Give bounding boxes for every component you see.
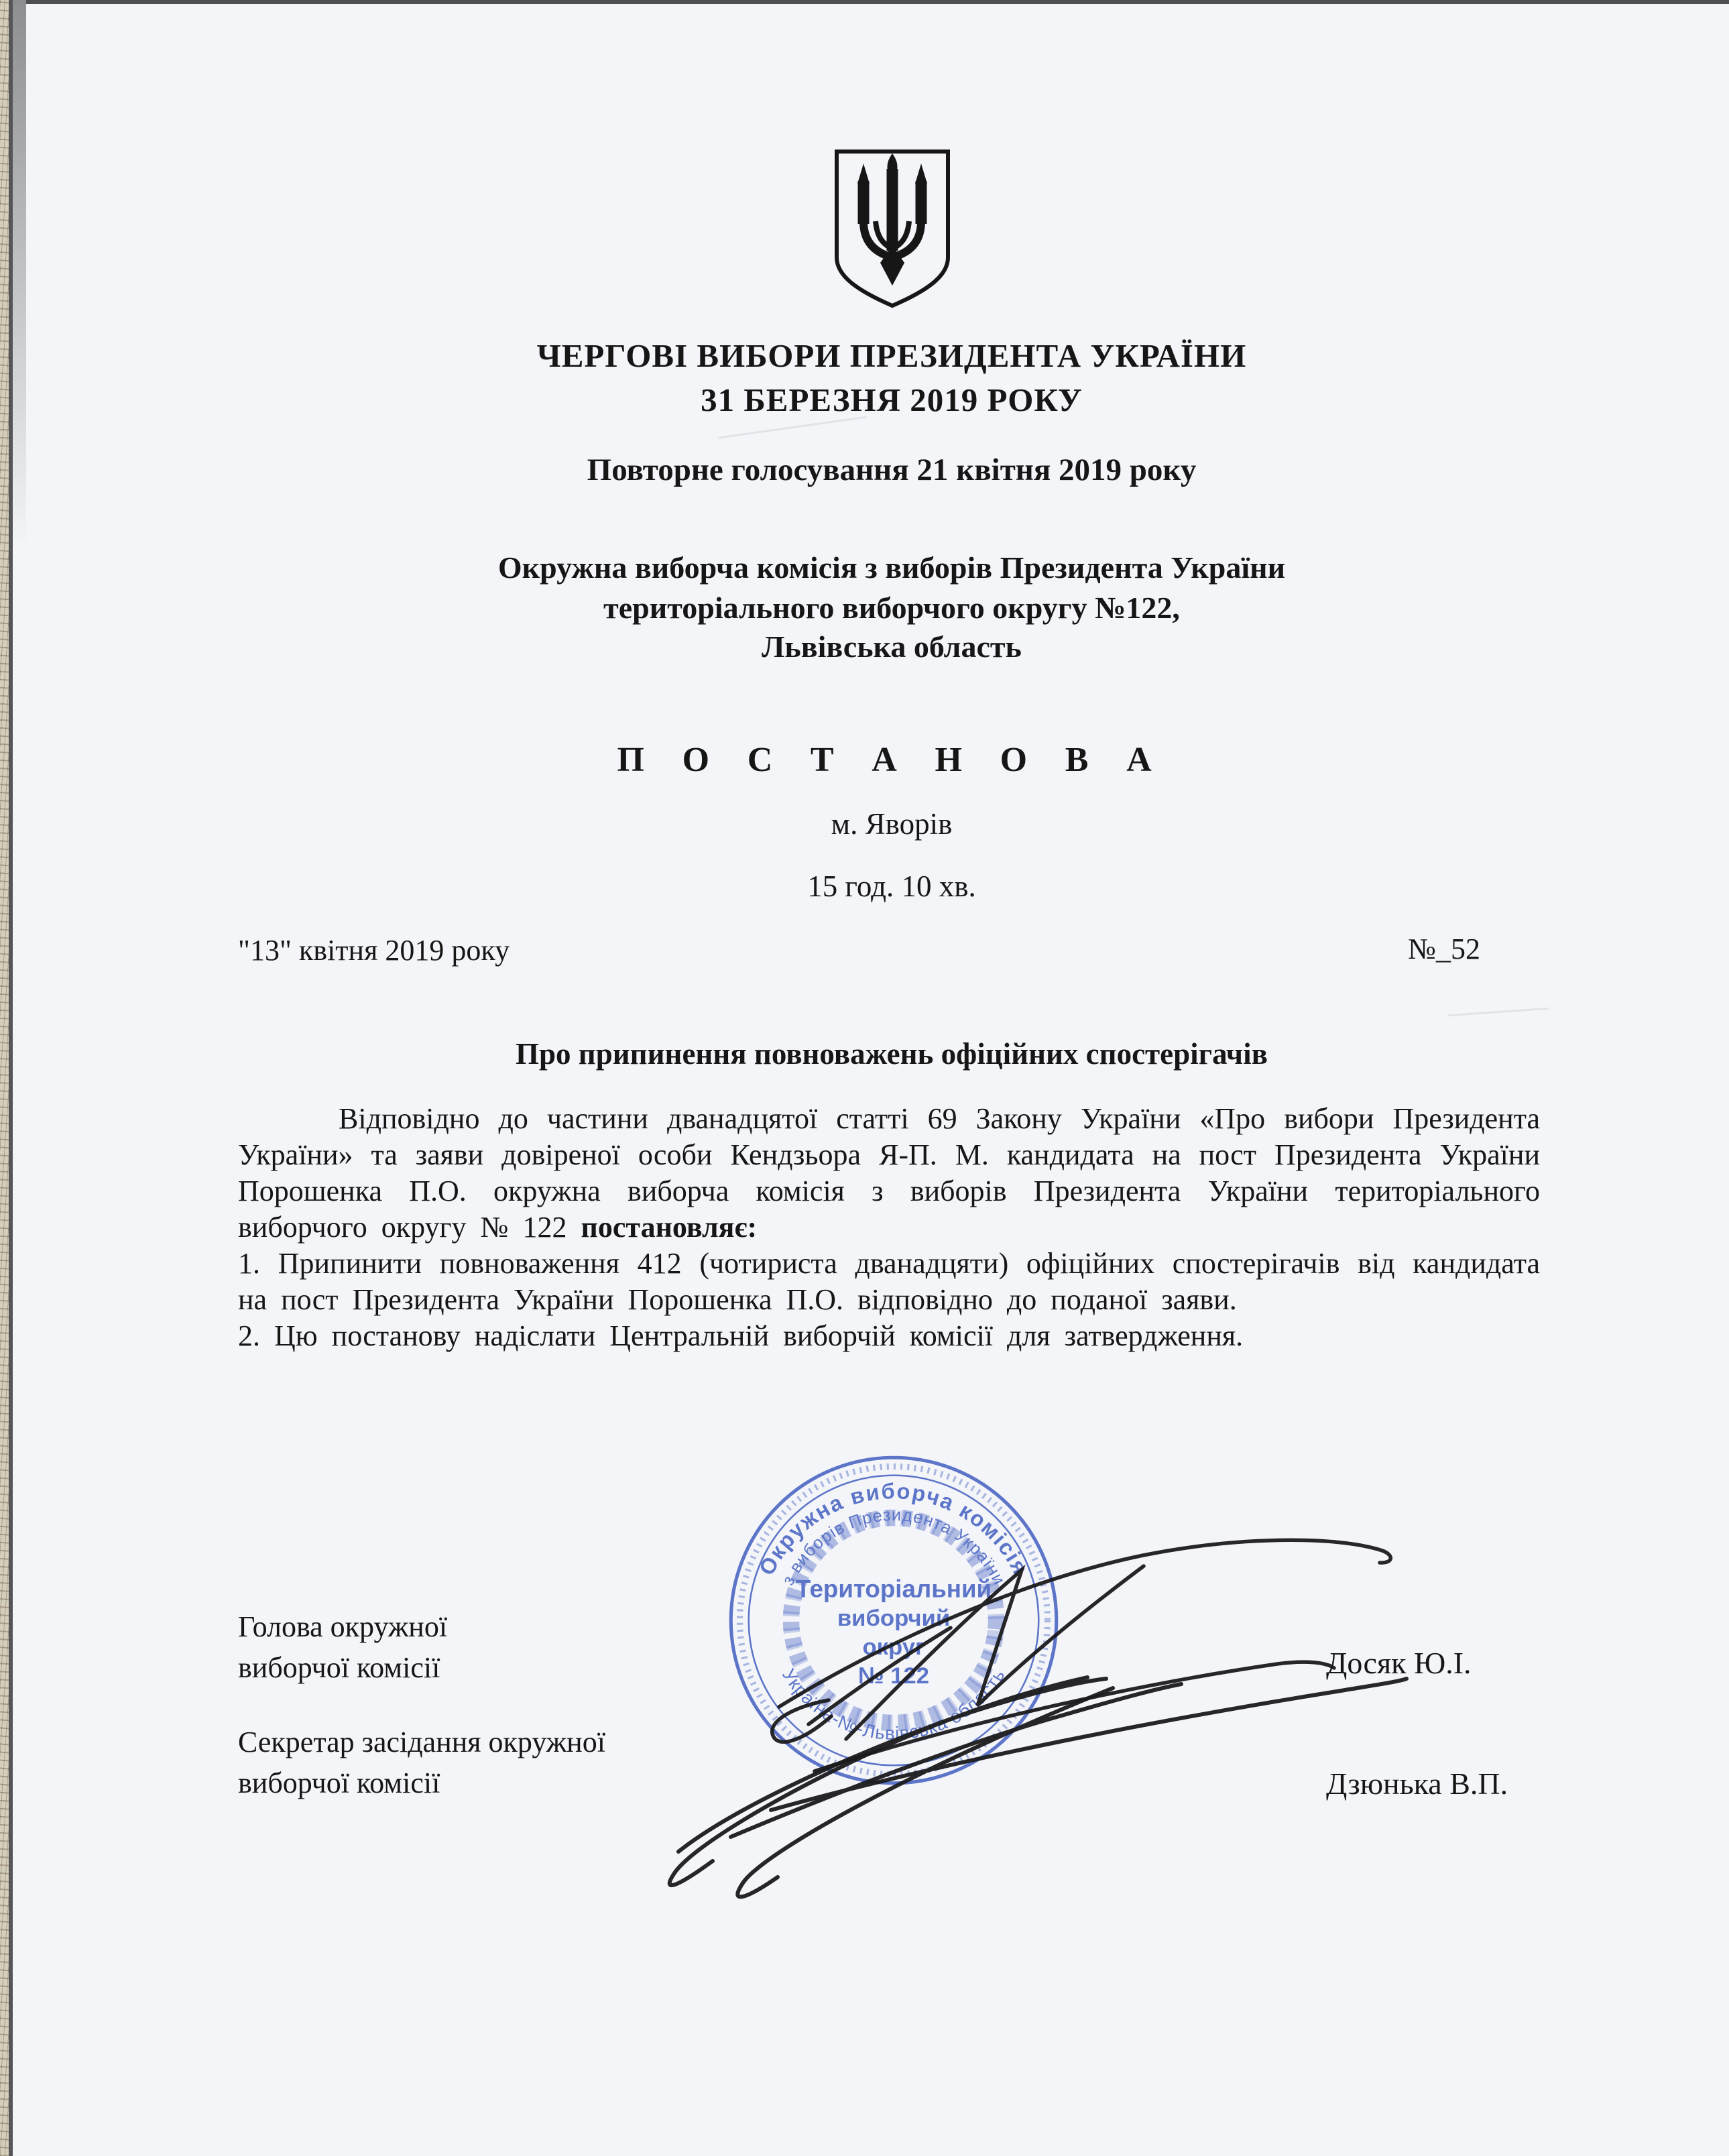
secretary-name: Дзюнька В.П. xyxy=(1326,1766,1508,1801)
scan-edge-top xyxy=(0,0,1729,4)
secretary-role-line1: Секретар засідання окружної xyxy=(238,1726,605,1758)
scan-edge-texture xyxy=(0,0,9,2156)
document-subject: Про припинення повноважень офіційних спостерігачів xyxy=(516,1037,1268,1071)
seal-center-line1: Територіальний xyxy=(795,1575,992,1603)
intro-paragraph xyxy=(238,1101,1540,1246)
document-type-title: П О С Т А Н О В А xyxy=(617,741,1167,779)
document-time: 15 год. 10 хв. xyxy=(807,870,976,903)
document-body xyxy=(238,1101,1540,1354)
seal-arc-bottom-text: Україна-№-Львівська область xyxy=(778,1665,1010,1744)
seal-arc-top-text: Окружна виборча комісія xyxy=(754,1478,1034,1579)
seal-center-line3: округ xyxy=(862,1634,925,1660)
scan-edge-shadow xyxy=(13,0,26,550)
ukraine-trident-emblem xyxy=(829,145,956,314)
seal-center-line2: виборчий xyxy=(837,1606,951,1632)
head-role-label xyxy=(238,1606,447,1688)
document-date: "13" квітня 2019 року xyxy=(238,934,510,967)
commission-line1: Окружна виборча комісія з виборів Президента України xyxy=(497,550,1286,585)
scan-scratch xyxy=(1448,1008,1549,1016)
seal-arc-mid-text: з виборів Президента України xyxy=(778,1505,1009,1589)
document-number: №_52 xyxy=(1408,933,1480,965)
scan-scratch xyxy=(718,416,868,438)
election-title-line2: 31 БЕРЕЗНЯ 2019 РОКУ xyxy=(701,381,1083,418)
election-title-line1: ЧЕРГОВІ ВИБОРИ ПРЕЗИДЕНТА УКРАЇНИ xyxy=(536,337,1247,374)
intro-bold-word: постановляє: xyxy=(581,1211,758,1244)
resolution-item-2: 2. Цю постанову надіслати Центральній виборчій комісії для затвердження. xyxy=(238,1319,1244,1352)
commission-round-seal xyxy=(723,1449,1065,1791)
secretary-role-label xyxy=(238,1722,605,1803)
revote-line: Повторне голосування 21 квітня 2019 року xyxy=(587,453,1197,487)
commission-line3: Львівська область xyxy=(762,630,1022,664)
intro-text: Відповідно до частини дванадцятої статті 69 Закону України «Про вибори Президента України» та заяви довіреної особи Кендзьора Я-П. М. кандидата на пост Президента України Порошенка П.О. окружна виборча комісія з виборів Президента України територіального виборчого округу № 122 xyxy=(238,1102,1540,1244)
commission-line2: територіального виборчого округу №122, xyxy=(603,591,1180,625)
seal-center-line4: № 122 xyxy=(857,1663,930,1689)
head-role-line2: виборчої комісії xyxy=(238,1651,440,1684)
resolution-item-1: 1. Припинити повноваження 412 (чотириста дванадцяти) офіційних спостерігачів від кандидата на пост Президента України Порошенка П.О. відповідно до поданої заяви. xyxy=(238,1247,1540,1316)
head-name: Досяк Ю.І. xyxy=(1326,1646,1472,1680)
document-city: м. Яворів xyxy=(831,807,953,841)
secretary-role-line2: виборчої комісії xyxy=(238,1766,440,1799)
head-role-line1: Голова окружної xyxy=(238,1610,448,1643)
